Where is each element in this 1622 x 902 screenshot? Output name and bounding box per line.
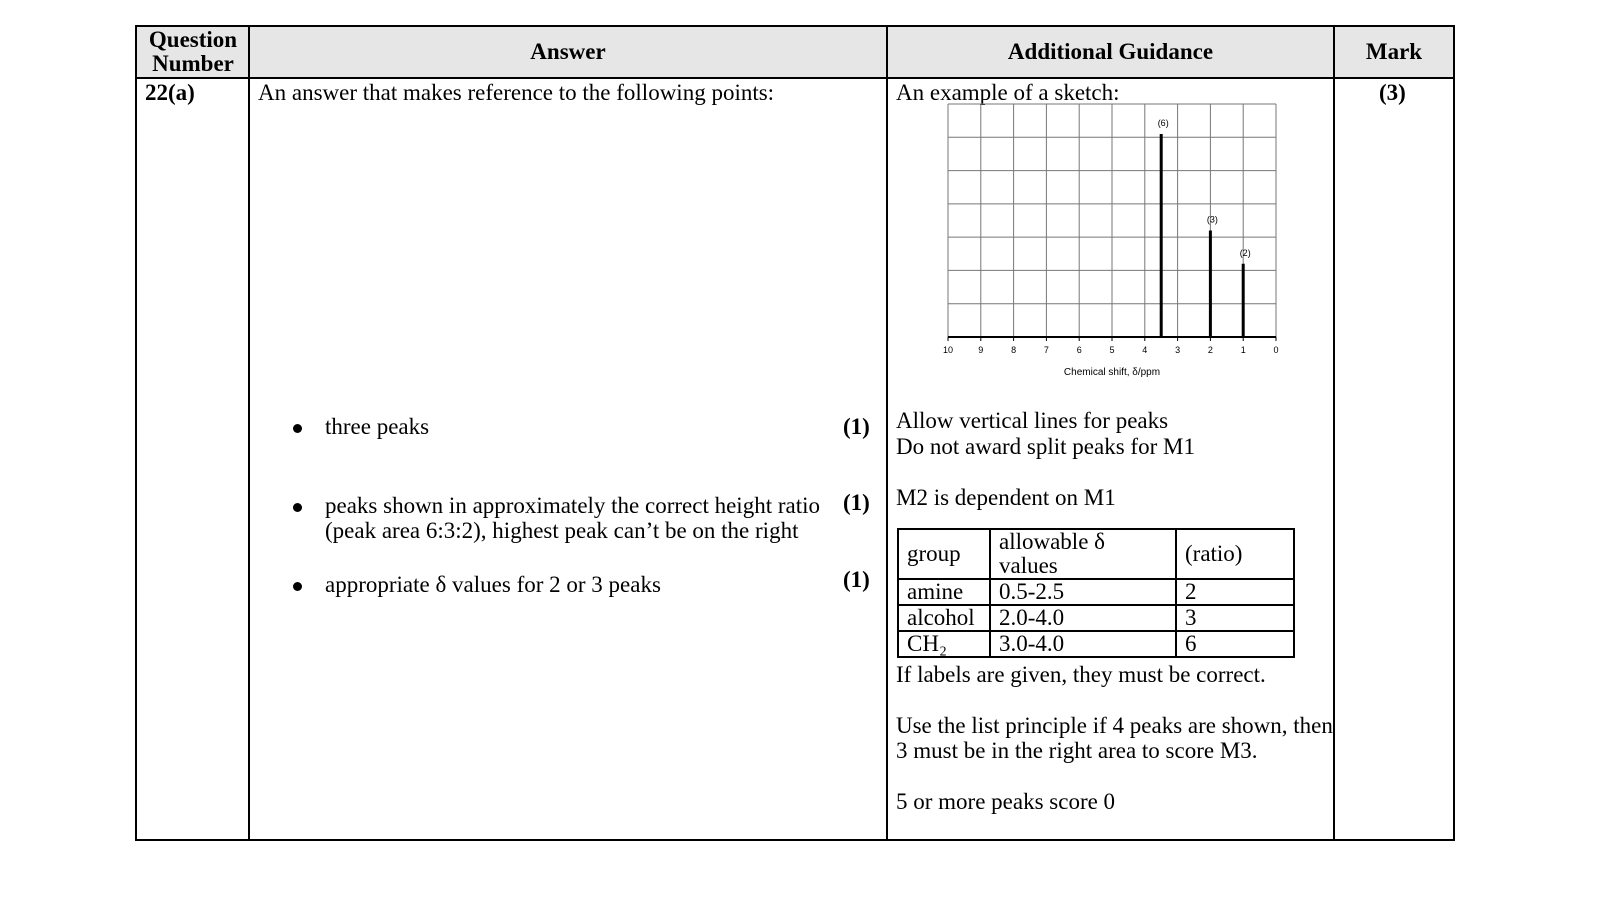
m2-dependency-note: M2 is dependent on M1: [896, 485, 1116, 510]
table-cell: 2: [1176, 579, 1294, 605]
table-cell: 3: [1176, 605, 1294, 631]
peak-label: (2): [1239, 247, 1251, 258]
answer-point-3: appropriate δ values for 2 or 3 peaks: [325, 572, 661, 597]
x-tick-label: 8: [1011, 345, 1017, 355]
answer-point-1: three peaks: [325, 414, 430, 439]
answer-point-1-mark: (1): [843, 414, 870, 439]
header-question-number: Question Number: [148, 27, 238, 76]
sketch-intro: An example of a sketch:: [896, 80, 1120, 105]
answer-point-2-line-2: (peak area 6:3:2), highest peak can’t be on the right: [325, 518, 799, 543]
x-tick-label: 2: [1207, 345, 1213, 355]
x-tick-label: 9: [978, 345, 984, 355]
table-cell: 0.5-2.5: [990, 579, 1176, 605]
answer-point-3-mark: (1): [843, 567, 870, 592]
column-divider-1: [248, 25, 250, 841]
split-peaks-note: Do not award split peaks for M1: [896, 434, 1195, 459]
table-row: [898, 631, 1294, 657]
table-cell: 3.0-4.0: [990, 631, 1176, 657]
answer-point-2-mark: (1): [843, 490, 870, 515]
x-tick-label: 0: [1273, 345, 1279, 355]
table-border-bottom: [135, 839, 1455, 841]
table-row: [898, 529, 1294, 579]
table-header-divider: [135, 77, 1455, 79]
bullet-icon: [293, 503, 302, 512]
chart-x-axis-label: Chemical shift, δ/ppm: [1063, 367, 1161, 378]
answer-intro: An answer that makes reference to the following points:: [258, 80, 775, 105]
table-cell: alcohol: [898, 605, 990, 631]
allowable-delta-table: [897, 528, 1295, 658]
answer-point-2-line-1: peaks shown in approximately the correct height ratio: [325, 493, 820, 518]
x-tick-label: 6: [1076, 345, 1082, 355]
header-answer: Answer: [530, 39, 606, 64]
table-border-left: [135, 25, 137, 841]
header-additional-guidance: Additional Guidance: [1007, 39, 1214, 64]
table-row: [898, 605, 1294, 631]
five-peaks-note: 5 or more peaks score 0: [896, 789, 1116, 814]
bullet-icon: [293, 424, 302, 433]
allow-vertical-lines-note: Allow vertical lines for peaks: [896, 408, 1169, 433]
table-header-group: group: [898, 529, 990, 579]
x-tick-label: 1: [1240, 345, 1246, 355]
column-divider-2: [886, 25, 888, 841]
header-mark: Mark: [1365, 39, 1423, 64]
peak-label: (6): [1157, 117, 1169, 128]
table-border-right: [1453, 25, 1455, 841]
bullet-icon: [293, 582, 302, 591]
table-header-ratio: (ratio): [1176, 529, 1294, 579]
table-cell: amine: [898, 579, 990, 605]
total-mark: (3): [1379, 80, 1406, 105]
chart-grid: [948, 104, 1276, 337]
table-cell: CH₂: [898, 631, 990, 657]
question-id: 22(a): [145, 80, 195, 105]
table-header-delta: allowable δ values: [990, 529, 1176, 579]
list-principle-line-1: Use the list principle if 4 peaks are shown, then: [896, 713, 1333, 738]
table-cell: 6: [1176, 631, 1294, 657]
x-tick-label: 7: [1043, 345, 1049, 355]
x-tick-label: 3: [1175, 345, 1181, 355]
nmr-spectrum-sketch: [930, 98, 1300, 383]
x-tick-label: 10: [942, 345, 954, 355]
table-cell: 2.0-4.0: [990, 605, 1176, 631]
list-principle-line-2: 3 must be in the right area to score M3.: [896, 738, 1258, 763]
column-divider-3: [1333, 25, 1335, 841]
chart-ticks: [943, 337, 1279, 355]
labels-correct-note: If labels are given, they must be correct.: [896, 662, 1266, 687]
table-border-top: [135, 25, 1455, 27]
x-tick-label: 5: [1109, 345, 1115, 355]
peak-label: (3): [1206, 214, 1218, 225]
x-tick-label: 4: [1142, 345, 1148, 355]
table-row: [898, 579, 1294, 605]
